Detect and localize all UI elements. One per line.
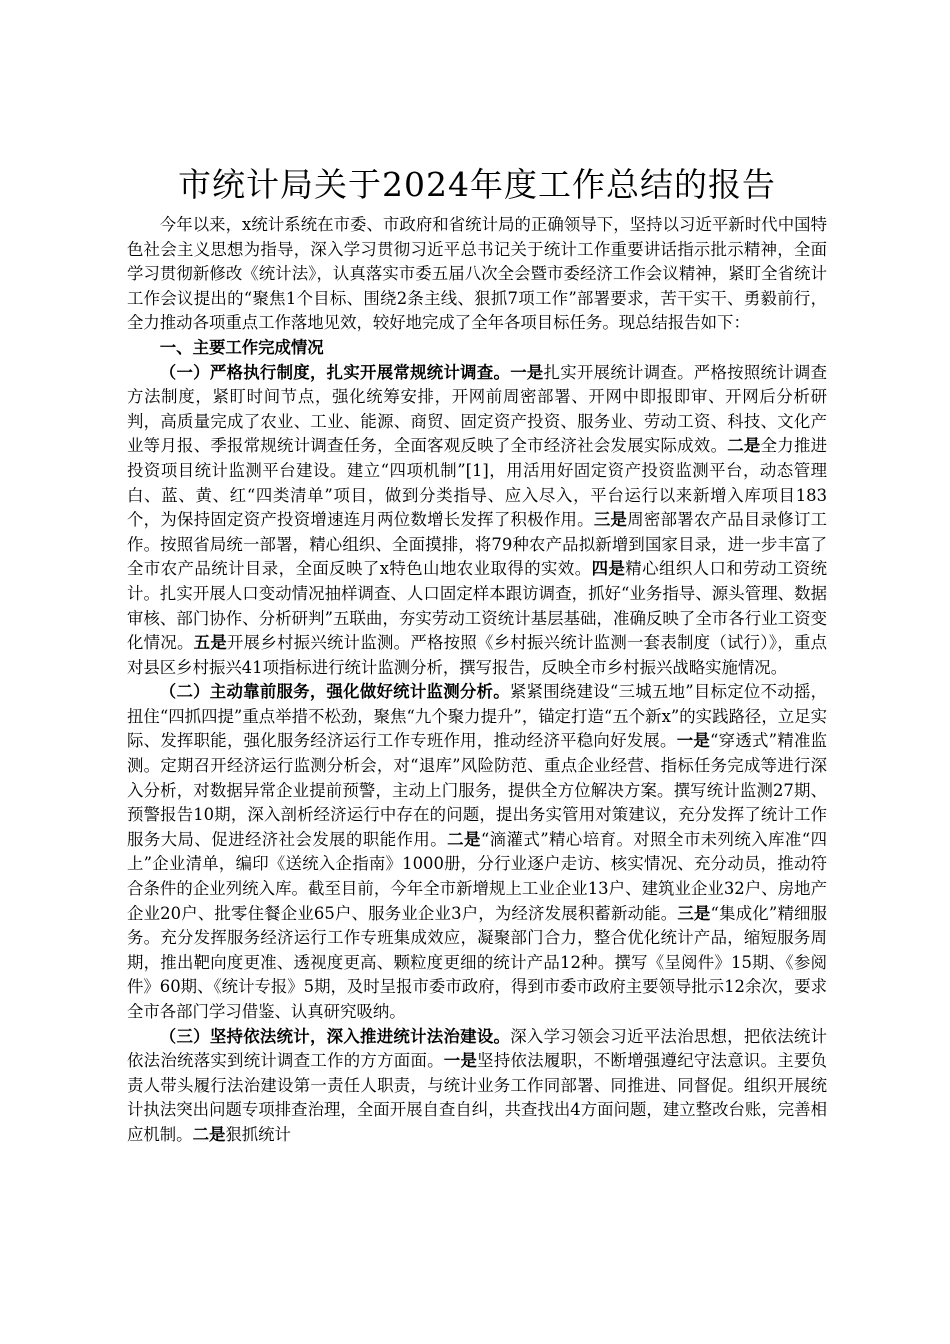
item-text: 周密部署农产品目录修订工作。按照省局统一部署，精心组织、全面摸排，将79种农产品拟新增到国家目录，进一步丰富了全市农产品统计目录，全面反映了x特色山地农业取得的实效。 [127, 510, 828, 579]
subsection-2-intro: 紧紧围绕建设“三城五地”目标定位不动摇，扭住“四抓四提”重点举措不松劲，聚焦“九个聚力提升”，锚定打造“五个新x”的实践路径，立足实际、发挥职能，强化服务经济运行工作专班作用，推动经济平稳向好发展。 [127, 682, 828, 751]
subsection-1-paragraph [127, 361, 827, 681]
item-label: 三是 [593, 510, 628, 530]
item-label: 一是 [443, 1051, 478, 1071]
item-text: 全力推进投资项目统计监测平台建设。建立“四项机制”[1]，用活用好固定资产投资监测平台，动态管理白、蓝、黄、红“四类清单”项目，做到分类指导、应入尽入，平台运行以来新增入库项目183个，为保持固定资产投资增速连月两位数增长发挥了积极作用。 [127, 436, 828, 530]
item-text: 狠抓统计 [225, 1124, 291, 1144]
item-text: “集成化”精细服务。充分发挥服务经济运行工作专班集成效应，凝聚部门合力，整合优化统计产品，缩短服务周期，推出靶向度更准、透视度更高、颗粒度更细的统计产品12种。撰写《呈阅件》15期、《参阅件》60期、《统计专报》5期，及时呈报市委市政府，得到市委市政府主要领导批示12余次，要求全市各部门学习借鉴、认真研究吸纳。 [127, 903, 828, 1021]
document-page [127, 160, 827, 1148]
item-text: 精心组织人口和劳动工资统计。扎实开展人口变动情况抽样调查、人口固定样本跟访调查，抓好“业务指导、源头管理、数据审核、部门协作、分析研判”五联曲，夯实劳动工资统计基层基础，准确反映了全市各行业工资变化情况。 [127, 559, 828, 653]
document-title: 市统计局关于2024年度工作总结的报告 [178, 165, 776, 204]
intro-paragraph: 今年以来，x统计系统在市委、市政府和省统计局的正确领导下，坚持以习近平新时代中国特色社会主义思想为指导，深入学习贯彻习近平总书记关于统计工作重要讲话指示批示精神，全面学习贯彻新修改《统计法》，认真落实市委五届八次全会暨市委经济工作会议精神，紧盯全省统计工作会议提出的“聚焦1个目标、围绕2条主线、狠抓7项工作”部署要求，苦干实干、勇毅前行，全力推动各项重点工作落地见效，较好地完成了全年各项目标任务。现总结报告如下： [127, 215, 827, 333]
item-label: 五是 [193, 633, 228, 653]
subsection-1-heading: （一）严格执行制度，扎实开展常规统计调查。 [159, 362, 511, 382]
item-label: 二是 [727, 436, 761, 456]
subsection-2-paragraph [127, 680, 827, 1024]
subsection-3-paragraph [127, 1025, 827, 1148]
item-text: “滴灌式”精心培育。对照全市未列统入库准“四上”企业清单，编印《送统入企指南》1000册，分行业逐户走访、核实情况、充分动员，推动符合条件的企业列统入库。截至目前，今年全市新增规上工业企业13户、建筑业企业32户、房地产企业20户、批零住餐企业65户、服务业企业3户，为经济发展积蓄新动能。 [127, 829, 828, 923]
subsection-3-intro: 深入学习领会习近平法治思想，把依法统计依法治统落实到统计调查工作的方方面面。 [127, 1026, 827, 1071]
item-label: 一是 [510, 362, 544, 382]
item-label: 一是 [676, 731, 711, 751]
item-label: 三是 [677, 903, 711, 923]
item-text: 坚持依法履职，不断增强遵纪守法意识。主要负责人带头履行法治建设第一责任人职责，与统计业务工作同部署、同推进、同督促。组织开展统计执法突出问题专项排查治理，全面开展自查自纠，共查找出4方面问题，建立整改台账，完善相应机制。 [127, 1051, 828, 1144]
item-label: 二是 [447, 829, 481, 849]
item-text: 开展乡村振兴统计监测。严格按照《乡村振兴统计监测一套表制度（试行）》，重点对县区乡村振兴41项指标进行统计监测分析，撰写报告，反映全市乡村振兴战略实施情况。 [127, 633, 828, 677]
subsection-2-heading: （二）主动靠前服务，强化做好统计监测分析。 [159, 682, 510, 702]
item-label: 四是 [591, 559, 626, 579]
item-label: 二是 [192, 1124, 226, 1144]
section-heading-main-work: 一、主要工作完成情况 [159, 337, 324, 357]
item-text: 扎实开展统计调查。严格按照统计调查方法制度，紧盯时间节点，强化统筹安排，开网前周密部署、开网中即报即审、开网后分析研判，高质量完成了农业、工业、能源、商贸、固定资产投资、服务业、劳动工资、科技、文化产业等月报、季报常规统计调查任务，全面客观反映了全市经济社会发展实际成效。 [127, 362, 827, 456]
subsection-3-heading: （三）坚持依法统计，深入推进统计法治建设。 [159, 1026, 511, 1046]
item-text: “穿透式”精准监测。定期召开经济运行监测分析会，对“退库”风险防范、重点企业经营、指标任务完成等进行深入分析，对数据异常企业提前预警，主动上门服务，提供全方位解决方案。撰写统计监测27期、预警报告10期，深入剖析经济运行中存在的问题，提出务实管用对策建议，充分发挥了统计工作服务大局、促进经济社会发展的职能作用。 [127, 731, 828, 849]
